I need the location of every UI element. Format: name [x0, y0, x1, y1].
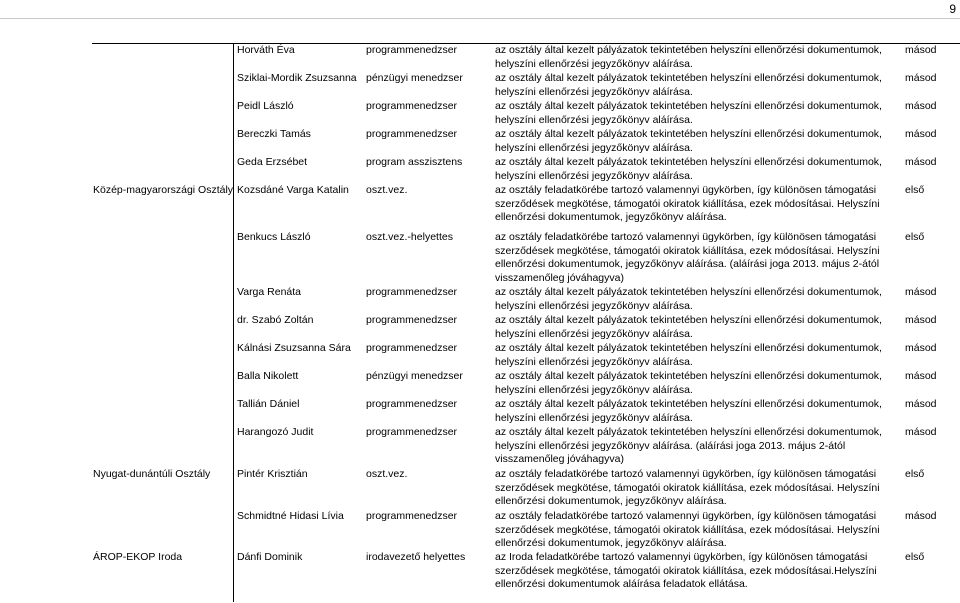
table-row	[92, 128, 960, 156]
name-cell: Kálnási Zsuzsanna Sára	[237, 342, 351, 354]
name-cell: Sziklai-Mordik Zsuzsanna	[237, 72, 357, 84]
task-cell: az osztály által kezelt pályázatok tekintetében helyszíni ellenőrzési dokumentumok, helyszíni ellenőrzési jegyzőkönyv aláírása.	[495, 286, 882, 312]
level-cell: másod	[905, 342, 937, 354]
department-cell: Nyugat-dunántúli Osztály	[93, 468, 211, 480]
task-cell: az osztály által kezelt pályázatok tekintetében helyszíni ellenőrzési dokumentumok, helyszíni ellenőrzési jegyzőkönyv aláírása.	[495, 100, 882, 126]
department-cell	[92, 398, 234, 426]
department-cell: ÁROP-EKOP Iroda	[93, 551, 183, 563]
table-row	[92, 370, 960, 398]
task-cell: az Iroda feladatkörébe tartozó valamennyi ügykörben, így különösen támogatási szerződések megkötése, támogatói okiratok kiállítása, ezek módosításai.Helyszíni ellenőrzési dokumentumok aláírása feladatok ellátása.	[495, 551, 877, 590]
table-row	[92, 44, 960, 72]
table-row	[92, 551, 960, 593]
name-cell: Pintér Krisztián	[237, 468, 308, 480]
level-cell: másod	[905, 370, 937, 382]
task-cell: az osztály feladatkörébe tartozó valamennyi ügykörben, így különösen támogatási szerződések megkötése, támogatói okiratok kiállítása, ezek módosításai. Helyszíni ellenőrzési dokumentumok, jegyzőkönyv aláírása.	[495, 510, 880, 549]
table-row	[92, 510, 960, 551]
name-cell: dr. Szabó Zoltán	[237, 314, 314, 326]
table-row	[92, 72, 960, 100]
table-row	[92, 184, 960, 231]
position-cell: programmenedzser	[366, 342, 458, 354]
department-cell	[92, 44, 234, 72]
task-cell: az osztály által kezelt pályázatok tekintetében helyszíni ellenőrzési dokumentumok, helyszíni ellenőrzési jegyzőkönyv aláírása.	[495, 72, 882, 98]
name-cell: Horváth Éva	[237, 44, 295, 56]
position-cell: oszt.vez.-helyettes	[366, 231, 453, 243]
level-cell: másod	[905, 156, 937, 168]
task-cell: az osztály feladatkörébe tartozó valamennyi ügykörben, így különösen támogatási szerződések megkötése, támogatói okiratok kiállítása, ezek módosításai. Helyszíni ellenőrzési dokumentumok, jegyzőkönyv aláírása.	[495, 184, 880, 223]
task-cell: az osztály által kezelt pályázatok tekintetében helyszíni ellenőrzési dokumentumok, helyszíni ellenőrzési jegyzőkönyv aláírása.	[495, 342, 882, 368]
table-row	[92, 156, 960, 184]
level-cell: első	[905, 184, 925, 196]
level-cell: másod	[905, 72, 937, 84]
level-cell: első	[905, 551, 925, 563]
table-row	[92, 231, 960, 286]
department-cell	[92, 100, 234, 128]
name-cell: Kozsdáné Varga Katalin	[237, 184, 349, 196]
level-cell: másod	[905, 286, 937, 298]
department-cell	[92, 314, 234, 342]
position-cell: pénzügyi menedzser	[366, 370, 463, 382]
department-cell	[92, 370, 234, 398]
department-cell: Közép-magyarországi Osztály	[93, 184, 234, 196]
department-cell	[92, 286, 234, 314]
header-rule	[0, 18, 960, 19]
name-cell: Balla Nikolett	[237, 370, 299, 382]
task-cell: az osztály által kezelt pályázatok tekintetében helyszíni ellenőrzési dokumentumok, helyszíni ellenőrzési jegyzőkönyv aláírása.	[495, 44, 882, 70]
task-cell: az osztály által kezelt pályázatok tekintetében helyszíni ellenőrzési dokumentumok, helyszíni ellenőrzési jegyzőkönyv aláírása.	[495, 128, 882, 154]
signatory-table	[92, 44, 960, 593]
name-cell: Harangozó Judit	[237, 426, 314, 438]
level-cell: első	[905, 468, 925, 480]
level-cell: másod	[905, 100, 937, 112]
position-cell: programmenedzser	[366, 128, 458, 140]
department-cell	[92, 72, 234, 100]
table-row	[92, 342, 960, 370]
position-cell: programmenedzser	[366, 44, 458, 56]
task-cell: az osztály által kezelt pályázatok tekintetében helyszíni ellenőrzési dokumentumok, helyszíni ellenőrzési jegyzőkönyv aláírása.	[495, 156, 882, 182]
name-cell: Varga Renáta	[237, 286, 302, 298]
position-cell: programmenedzser	[366, 398, 458, 410]
table-body	[92, 44, 960, 593]
task-cell: az osztály feladatkörébe tartozó valamennyi ügykörben, így különösen támogatási szerződések megkötése, támogatói okiratok kiállítása, ezek módosításai. Helyszíni ellenőrzési dokumentumok, jegyzőkönyv aláírása. (aláírási joga 2013. május 2-ától visszamenőleg jóváhagyva)	[495, 231, 880, 284]
task-cell: az osztály által kezelt pályázatok tekintetében helyszíni ellenőrzési dokumentumok, helyszíni ellenőrzési jegyzőkönyv aláírása.	[495, 314, 882, 340]
position-cell: programmenedzser	[366, 510, 458, 522]
name-cell: Benkucs László	[237, 231, 311, 243]
position-cell: oszt.vez.	[366, 468, 408, 480]
name-cell: Peidl László	[237, 100, 294, 112]
task-cell: az osztály feladatkörébe tartozó valamennyi ügykörben, így különösen támogatási szerződések megkötése, támogatói okiratok kiállítása, ezek módosításai. Helyszíni ellenőrzési dokumentumok, jegyzőkönyv aláírása.	[495, 468, 880, 507]
level-cell: másod	[905, 510, 937, 522]
task-cell: az osztály által kezelt pályázatok tekintetében helyszíni ellenőrzési dokumentumok, helyszíni ellenőrzési jegyzőkönyv aláírása.	[495, 398, 882, 424]
position-cell: program asszisztens	[366, 156, 463, 168]
position-cell: programmenedzser	[366, 286, 458, 298]
department-cell	[92, 342, 234, 370]
department-cell	[92, 426, 234, 468]
name-cell: Dánfi Dominik	[237, 551, 303, 563]
level-cell: első	[905, 231, 925, 243]
task-cell: az osztály által kezelt pályázatok tekintetében helyszíni ellenőrzési dokumentumok, helyszíni ellenőrzési jegyzőkönyv aláírása.	[495, 370, 882, 396]
department-cell	[92, 128, 234, 156]
name-cell: Schmidtné Hidasi Lívia	[237, 510, 344, 522]
table-row	[92, 286, 960, 314]
page-number: 9	[949, 2, 956, 16]
position-cell: pénzügyi menedzser	[366, 72, 463, 84]
department-cell	[92, 231, 234, 286]
table-row	[92, 100, 960, 128]
level-cell: másod	[905, 426, 937, 438]
level-cell: másod	[905, 128, 937, 140]
department-cell	[92, 510, 234, 551]
position-cell: programmenedzser	[366, 100, 458, 112]
level-cell: másod	[905, 398, 937, 410]
level-cell: másod	[905, 44, 937, 56]
department-cell	[92, 156, 234, 184]
table-row	[92, 398, 960, 426]
table-row	[92, 426, 960, 468]
table-row	[92, 468, 960, 510]
task-cell: az osztály által kezelt pályázatok tekintetében helyszíni ellenőrzési dokumentumok, helyszíni ellenőrzési jegyzőkönyv aláírása. (aláírási joga 2013. május 2-ától visszamenőleg jóváhagyva)	[495, 426, 882, 465]
name-cell: Bereczki Tamás	[237, 128, 311, 140]
position-cell: programmenedzser	[366, 314, 458, 326]
table-row	[92, 314, 960, 342]
name-cell: Geda Erzsébet	[237, 156, 308, 168]
position-cell: irodavezető helyettes	[366, 551, 466, 563]
level-cell: másod	[905, 314, 937, 326]
position-cell: programmenedzser	[366, 426, 458, 438]
position-cell: oszt.vez.	[366, 184, 408, 196]
name-cell: Tallián Dániel	[237, 398, 300, 410]
